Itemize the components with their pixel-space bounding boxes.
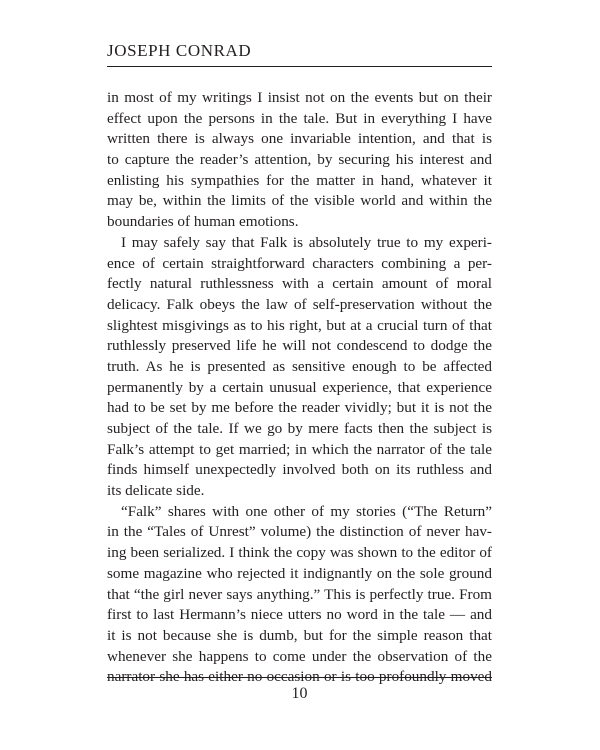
text-line: fectly natural ruthlessness with a certain amount of moral	[107, 275, 492, 293]
text-line: had to be set by me before the reader vividly; but it is not the	[107, 399, 492, 417]
text-line: its delicate side.	[107, 482, 205, 500]
text-line: permanently by a certain unusual experience, that experience	[107, 378, 492, 396]
header-rule	[107, 66, 492, 67]
text-line: whenever she happens to come under the observation of the	[107, 647, 492, 665]
text-line: narrator she has either no occasion or is too profoundly moved	[107, 668, 492, 686]
text-line: effect upon the persons in the tale. But in everything I have	[107, 109, 492, 127]
text-line: may be, within the limits of the visible world and within the	[107, 192, 492, 210]
text-line: first to last Hermann’s niece utters no word in the tale — and	[107, 606, 492, 624]
text-line: in most of my writings I insist not on the events but on their	[107, 89, 492, 106]
text-line: boundaries of human emotions.	[107, 213, 299, 231]
paragraph-first-line: I may safely say that Falk is absolutely true to my experi-	[121, 233, 492, 251]
text-line: truth. As he is presented as sensitive enough to be affected	[107, 357, 492, 375]
text-line: ruthlessly preserved life he will not condescend to dodge the	[107, 337, 492, 355]
body-text	[107, 88, 492, 688]
text-line: ing been serialized. I think the copy was shown to the editor of	[107, 544, 492, 562]
text-line: delicacy. Falk obeys the law of self-preservation without the	[107, 295, 492, 313]
running-head: JOSEPH CONRAD	[107, 41, 252, 60]
text-line: finds himself unexpectedly involved both on its ruthless and	[107, 461, 492, 479]
text-line: to capture the reader’s attention, by securing his interest and	[107, 151, 492, 169]
text-line: enlisting his sympathies for the matter in hand, whatever it	[107, 171, 492, 189]
paragraph-first-line: “Falk” shares with one other of my stories (“The Return”	[121, 502, 492, 520]
text-line: slightest misgivings as to his right, but at a crucial turn of that	[107, 316, 492, 334]
text-line: it is not because she is dumb, but for the simple reason that	[107, 626, 492, 644]
text-line: in the “Tales of Unrest” volume) the distinction of never hav-	[107, 523, 492, 541]
text-line: ence of certain straightforward characters combining a per-	[107, 254, 492, 272]
text-line: written there is always one invariable intention, and that is	[107, 130, 492, 148]
text-line: some magazine who rejected it indignantly on the sole ground	[107, 564, 492, 582]
page-number: 10	[291, 685, 308, 702]
text-line: that “the girl never says anything.” This is perfectly true. From	[107, 585, 492, 603]
footer-rule	[107, 677, 492, 678]
text-line: subject of the tale. If we go by mere facts then the subject is	[107, 420, 492, 437]
text-line: Falk’s attempt to get married; in which the narrator of the tale	[107, 440, 492, 458]
